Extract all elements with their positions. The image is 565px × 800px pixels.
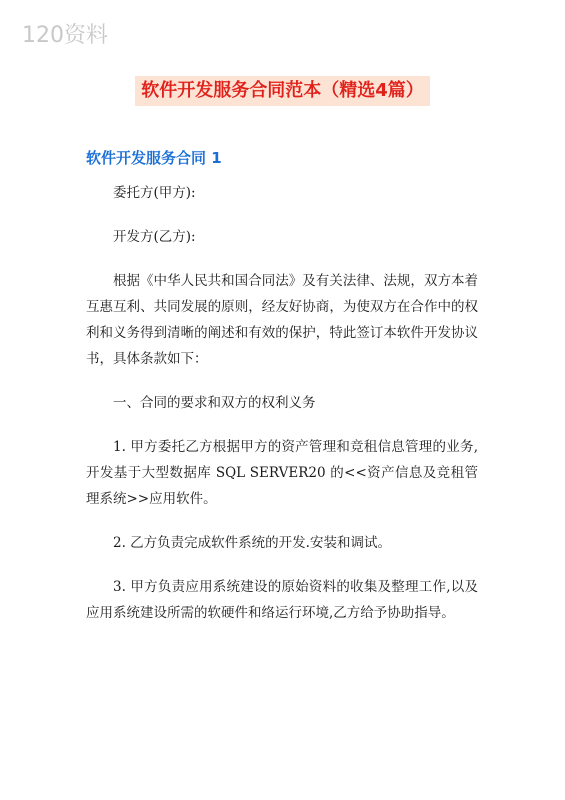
document-title: 软件开发服务合同范本（精选4篇） bbox=[135, 76, 430, 106]
paragraph-client: 委托方(甲方): bbox=[113, 185, 196, 201]
paragraph-item-1: 1. 甲方委托乙方根据甲方的资产管理和竞租信息管理的业务,开发基于大型数据库 SQL SERVER20 的<<资产信息及竞租管理系统>>应用软件。 bbox=[86, 439, 478, 507]
paragraph-developer: 开发方(乙方): bbox=[113, 229, 196, 245]
title-container bbox=[0, 76, 565, 106]
paragraph-clause-heading: 一、合同的要求和双方的权利义务 bbox=[113, 395, 316, 411]
paragraph-item-2: 2. 乙方负责完成软件系统的开发.安装和调试。 bbox=[113, 535, 391, 551]
paragraph-preamble: 根据《中华人民共和国合同法》及有关法律、法规，双方本着互惠互利、共同发展的原则，经友好协商，为使双方在合作中的权利和义务得到清晰的阐述和有效的保护，特此签订本软件开发协议书，具体条款如下： bbox=[86, 273, 478, 367]
paragraph-item-3: 3. 甲方负责应用系统建设的原始资料的收集及整理工作,以及应用系统建设所需的软硬件和络运行环境,乙方给予协助指导。 bbox=[86, 579, 478, 621]
section-heading: 软件开发服务合同 1 bbox=[86, 149, 222, 167]
watermark-logo: 120资料 bbox=[22, 23, 108, 48]
document-body bbox=[86, 180, 478, 644]
